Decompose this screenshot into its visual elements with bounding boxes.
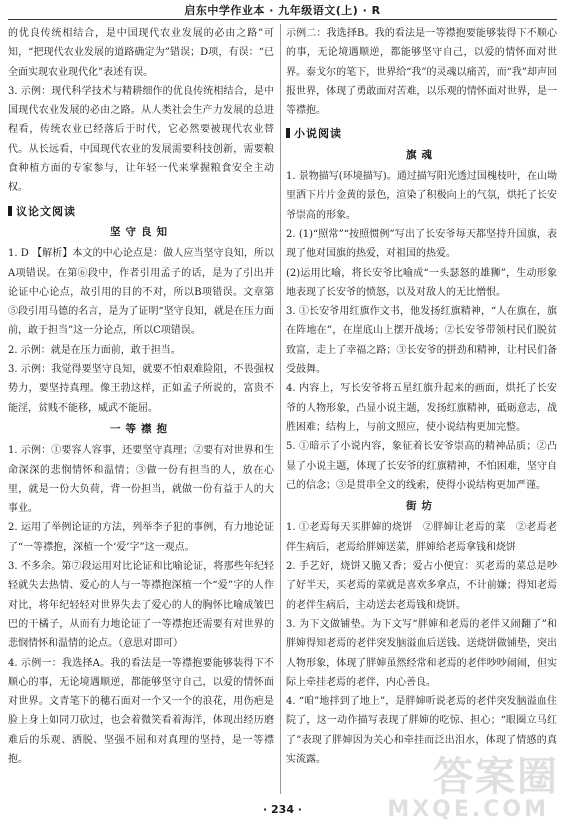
answer-paragraph: 1. 景物描写(环境描写)。通过描写阳光透过国槐枝叶，在山坳里洒下片片金黄的景色，渲染了积极向上的气氛，烘托了长安爷崇高的形象。 xyxy=(286,171,557,221)
answer-paragraph: 3. 示例：现代科学技术与精耕细作的优良传统相结合，是中国现代农业发展的必由之路。从人类社会生产力发展的总进程看，传统农业已经落后于时代，它必然要被现代农业替代。从长远看，中国现代农业的发展需要科技创新，需要粮食种植方面的专家参与，让年轻一代来掌握粮食安全主动权。 xyxy=(8,85,274,194)
answer-paragraph: 的优良传统相结合，是中国现代农业发展的必由之路”可知，“把现代农业发展的道路确定为”错误；D项，有误：“已全面实现农业现代化”表述有误。 xyxy=(8,28,274,78)
answer-paragraph: 示例二：我选择B。我的看法是一等襟抱要能够装得下不顺心的事，无论境遇顺逆，都能够坚守自己，以爱的情怀面对世界。泰戈尔的笔下，世界给“我”的灵魂以痛苦，而“我”却声回报世界，体现了勇敢面对苦难，以乐观的情怀面对世界，是一等襟抱。 xyxy=(286,28,557,117)
article-title: 坚守良知 xyxy=(110,225,172,238)
header-rule xyxy=(8,19,557,20)
section-heading: 小说阅读 xyxy=(286,124,557,143)
answer-paragraph: 1. D 【解析】本文的中心论点是：做人应当坚守良知，所以A项错误。在第⑥段中，作者引用孟子的话，是为了引出并论证中心论点，故引用的目的不对，所以B项错误。文章第⑤段引用马德的名言，是为了证明“坚守良知，就是在压力面前，敢于担当”这一分论点，所以C项错误。 xyxy=(8,248,274,337)
answer-paragraph: 3. 示例：我觉得要坚守良知，就要不怕艰难险阻，不畏强权势力，要坚持真理。像王勃这样，正如孟子所说的，富贵不能淫，贫贱不能移，威武不能屈。 xyxy=(8,364,274,414)
answer-paragraph: 2. 手艺好，烧饼又脆又香；爱占小便宜：买老焉的菜总是吵了好半天，买老焉的菜就是喜欢多拿点，不计前嫌；得知老焉的老伴生病后，主动送去老焉钱和烧饼。 xyxy=(286,561,557,611)
section-heading: 议论文阅读 xyxy=(8,202,274,221)
left-column xyxy=(8,24,274,796)
watermark-url: MXQE.COM xyxy=(387,797,549,822)
article-title: 街坊 xyxy=(406,500,437,513)
answer-paragraph: 1. ①老焉每天买胖婶的烧饼 ②胖婶让老焉的菜 ②老焉老伴生病后，老焉给胖婶送菜，胖婶给老焉拿钱和烧饼 xyxy=(286,522,557,553)
answer-paragraph: 3. 为下文做铺垫。为下文写“胖婶和老焉的老伴又闹翻了”和胖婶得知老焉的老伴突发脑溢血后送钱、送烧饼做铺垫，突出人物形象，体现了胖婶虽然经常和老焉的老伴吵吵闹闹，但实际上牵挂老焉的老伴，内心善良。 xyxy=(286,618,557,688)
article-title: 一等襟抱 xyxy=(110,422,172,435)
answer-paragraph: (2)运用比喻，将长安爷比喻成“一头瑟怒的雄狮”，生动形象地表现了长安爷的愤怒，以及对敌人的无比憎恨。 xyxy=(286,267,557,298)
page-header xyxy=(0,0,565,22)
header-title: 启东中学作业本 · 九年级语文(上) · R xyxy=(184,4,381,17)
column-divider xyxy=(280,24,281,794)
page-number: · 234 · xyxy=(263,803,302,816)
watermark xyxy=(359,750,559,820)
watermark-logo-text: 答案圈 xyxy=(433,754,559,800)
right-column xyxy=(286,24,557,796)
answer-paragraph: 3. 不多余。第⑦段运用对比论证和比喻论证，将那些年纪轻轻就失去热情、爱心的人与一等襟抱深植一个“爱”字的人作对比，将年纪轻轻对世界失去了爱心的人的胸怀比喻成皱巴巴的干橘子，从而有力地论证了一等襟抱还需要有对世界的悲悯情怀和温情的论点。（意思对即可） xyxy=(8,561,274,650)
answer-paragraph: 5. ①暗示了小说内容，象征着长安爷崇高的精神品质；②凸显了小说主题，体现了长安爷的红旗精神，不怕困难，坚守自己的信念；③是贯串全文的线索，使得小说结构更加严谨。 xyxy=(286,441,557,491)
answer-paragraph: 4. “咱”地拌到了地上”，是胖婶听说老焉的老伴突发脑溢血住院了，这一动作描写表现了胖婶的吃惊、担心；“眼圈立马红了”表现了胖婶因为关心和牵挂而泛出泪水，体现了情感的真实流露。 xyxy=(286,696,557,765)
answer-paragraph: 3. ①长安爷用红旗作文书，他发扬红旗精神，“人在旗在，旗在阵地在”，在崖底山上摆开战场；②长安爷带领村民们脱贫致富，走上了幸福之路；③长安爷的拼劲和精神，让村民们备受鼓舞。 xyxy=(286,306,557,376)
article-title: 旗魂 xyxy=(406,148,437,161)
answer-paragraph: 2. (1)“照常”“按照惯例”写出了长安爷每天都坚持升国旗，表现了他对国旗的热爱，对祖国的热爱。 xyxy=(286,228,557,260)
answer-paragraph: 2. 运用了举例论证的方法，列举李子犯的事例，有力地论证了“一等襟抱，深植一个‘爱’字”这一观点。 xyxy=(8,522,274,553)
answer-paragraph: 4. 示例一：我选择A。我的看法是一等襟抱要能够装得下不顺心的事，无论境遇顺逆，都能够坚守自己，以爱的情怀面对世界。文青笔下的穗石面对一个又一个的浪花，用伤疤是脸上身上如同刀砍过，也会着微笑看着海洋，体现出经历磨难后的乐观、洒脱、坚强不屈和对真理的坚持，是一等襟抱。 xyxy=(8,657,274,765)
answer-paragraph: 2. 示例：就是在压力面前，敢于担当。 xyxy=(8,344,181,356)
answer-paragraph: 4. 内容上，写长安爷将五星红旗升起来的画面，烘托了长安爷的人物形象，凸显小说主题，发扬红旗精神，砥砺意志，战胜困难；结构上，与前文照应，使小说结构更加完整。 xyxy=(286,383,557,433)
answer-paragraph: 1. 示例：①要容人容事，还要坚守真理；②要有对世界和生命深深的悲悯情怀和温情；③做一份有担当的人，放在心里，就是一份大负荷，背一份担当，就做一份有益于人的大事业。 xyxy=(8,445,274,515)
